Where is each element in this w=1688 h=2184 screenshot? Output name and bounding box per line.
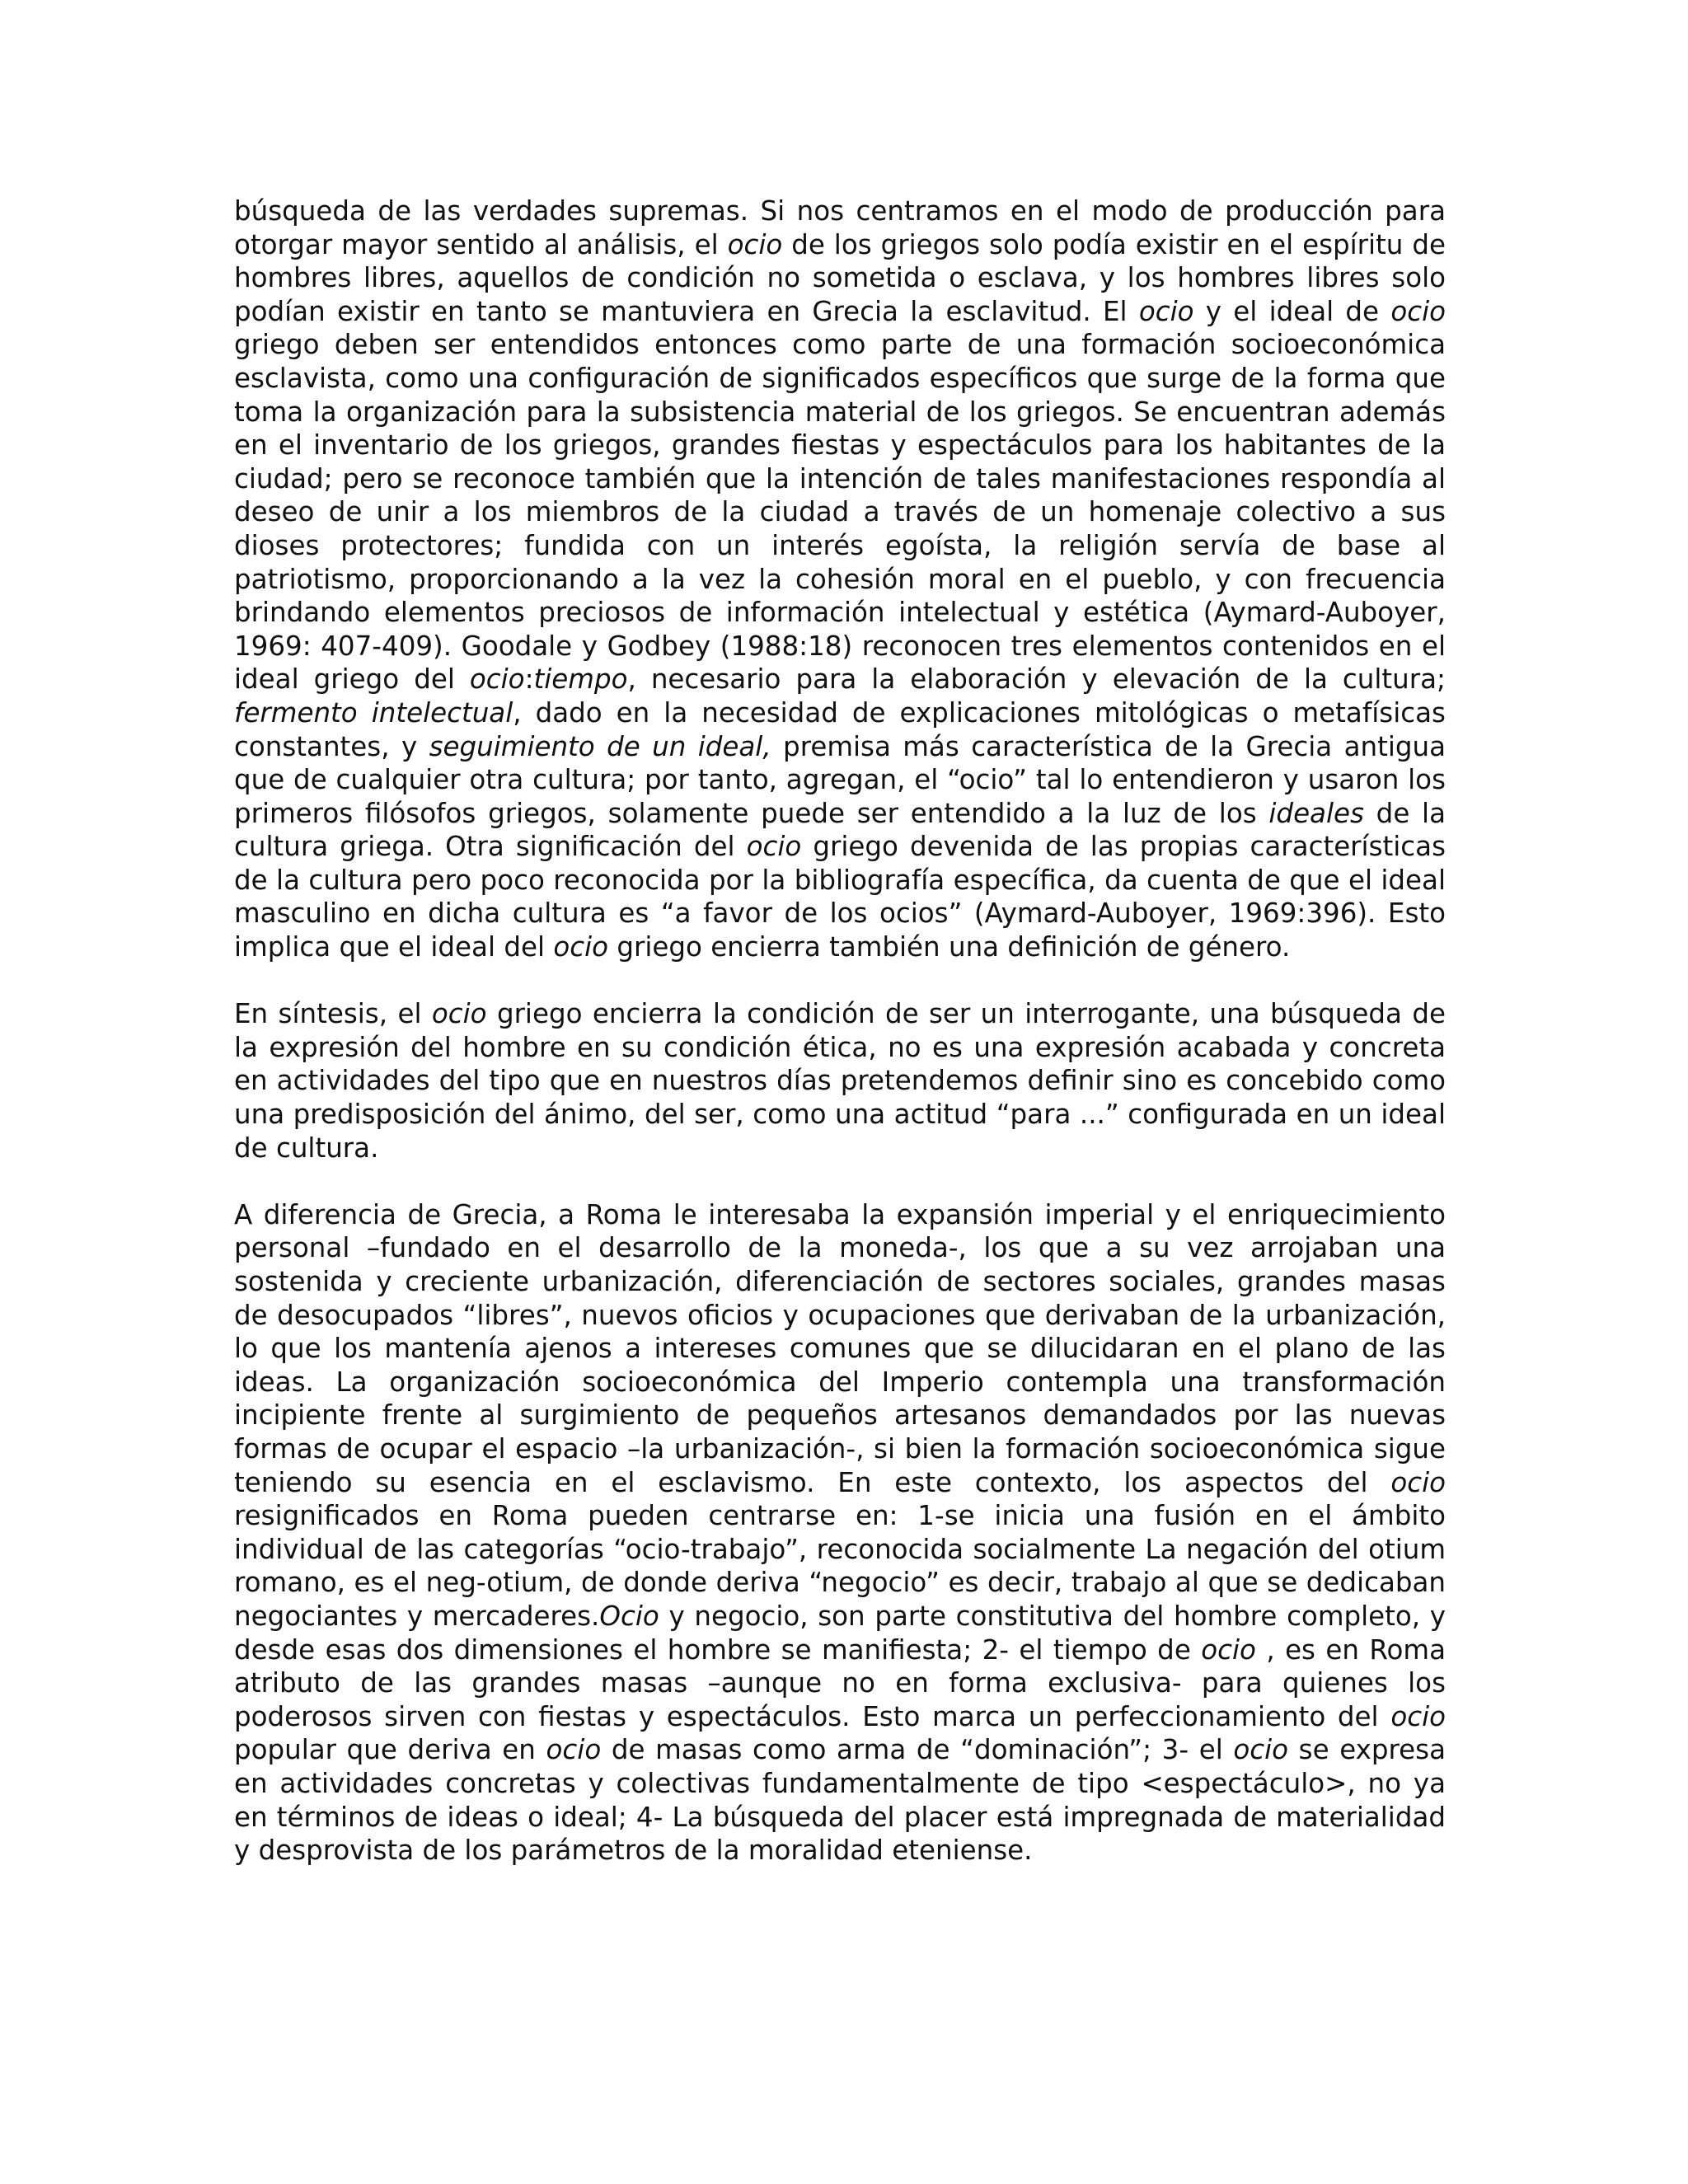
italic-term: fermento intelectual [234, 696, 513, 729]
text-run: griego encierra también una definición de género. [608, 931, 1291, 963]
paragraph-roman-leisure [234, 1198, 1446, 1868]
text-column [234, 194, 1446, 1868]
text-run: griego devenida de las propias características de la cultura pero poco reconocida por la bibliografía específica, da cuenta de que el ideal masculino en dicha cultura es “a favor de los ocios” (Aymard-Auboyer, 1969:396). Esto implica que el ideal del [234, 831, 1446, 963]
text-run: y negocio, son parte constitutiva del hombre completo, y desde esas dos dimensiones el hombre se manifiesta; 2- el tiempo de [234, 1600, 1446, 1666]
text-run: resignificados en Roma pueden centrarse en: 1-se inicia una fusión en el ámbito individual de las categorías “ocio-trabajo”, reconocida socialmente La negación del otium romano, es el neg-otium, de donde deriva “negocio” es decir, trabajo al que se dedicaban negociantes y mercaderes. [234, 1500, 1446, 1632]
text-run: se expresa en actividades concretas y colectivas fundamentalmente de tipo <espectáculo>, no ya en términos de ideas o ideal; 4- La búsqueda del placer está impregnada de materialidad y desprovista de los parámetros de la moralidad eteniense. [234, 1734, 1446, 1867]
italic-term: Ocio [599, 1600, 659, 1632]
italic-term: ocio [546, 1734, 602, 1766]
italic-term: ocio [727, 228, 783, 260]
text-run: de masas como arma de “dominación”; 3- el [601, 1734, 1234, 1766]
text-run: de los griegos solo podía existir en el espíritu de hombres libres, aquellos de condición no sometida o esclava, y los hombres libres solo podían existir en tanto se mantuviera en Grecia la esclavitud. El [234, 228, 1446, 327]
text-run: premisa más característica de la Grecia antigua que de cualquier otra cultura; por tanto, agregan, el “ocio” tal lo entendieron y usaron los primeros filósofos griegos, solamente puede ser entendido a la luz de los [234, 730, 1446, 829]
text-run: griego deben ser entendidos entonces como parte de una formación socioeconómica esclavista, como una configuración de significados específicos que surge de la forma que toma la organización para la subsistencia material de los griegos. Se encuentran además en el inventario de los griegos, grandes fiestas y espectáculos para los habitantes de la ciudad; pero se reconoce también que la intención de tales manifestaciones respondía al deseo de unir a los miembros de la ciudad a través de un homenaje colectivo a sus dioses protectores; fundida con un interés egoísta, la religión servía de base al patriotismo, proporcionando a la vez la cohesión moral en el pueblo, y con frecuencia brindando elementos preciosos de información intelectual y estética (Aymard-Auboyer, 1969: 407-409). Goodale y Godbey (1988:18) reconocen tres elementos contenidos en el ideal griego del [234, 329, 1446, 696]
text-run: y el ideal de [1193, 295, 1391, 327]
paragraph-greek-leisure [234, 194, 1446, 964]
text-run: griego encierra la condición de ser un interrogante, una búsqueda de la expresión del hombre en su condición ética, no es una expresión acabada y concreta en actividades del tipo que en nuestros días pretendemos definir sino es concebido como una predisposición del ánimo, del ser, como una actitud “para ...” configurada en un ideal de cultura. [234, 998, 1446, 1164]
italic-term: ocio [553, 931, 608, 963]
text-run: popular que deriva en [234, 1734, 546, 1766]
italic-term: seguimiento de un ideal, [429, 730, 771, 762]
text-run: de la cultura griega. Otra significación del [234, 797, 1447, 863]
italic-term: ocio [746, 831, 802, 863]
italic-term: tiempo [533, 663, 628, 696]
italic-term: ocio [1390, 1700, 1446, 1732]
text-run: En síntesis, el [234, 998, 432, 1030]
paragraph-synthesis [234, 997, 1446, 1165]
text-run: búsqueda de las verdades supremas. Si nos centramos en el modo de producción para otorgar mayor sentido al análisis, el [234, 195, 1446, 260]
italic-term: ocio [1138, 295, 1194, 327]
text-run: A diferencia de Grecia, a Roma le interesaba la expansión imperial y el enriquecimiento personal –fundado en el desarrollo de la moneda-, los que a su vez arrojaban una sostenida y creciente urbanización, diferenciación de sectores sociales, grandes masas de desocupados “libres”, nuevos oficios y ocupaciones que derivaban de la urbanización, lo que los mantenía ajenos a intereses comunes que se dilucidaran en el plano de las ideas. La organización socioeconómica del Imperio contempla una transformación incipiente frente al surgimiento de pequeños artesanos demandados por las nuevas formas de ocupar el espacio –la urbanización-, si bien la formación socioeconómica sigue teniendo su esencia en el esclavismo. En este contexto, los aspectos del [234, 1198, 1446, 1498]
italic-term: ocio [1201, 1633, 1256, 1666]
text-run: : [524, 663, 534, 696]
text-run: , dado en la necesidad de explicaciones mitológicas o metafísicas constantes, y [234, 696, 1446, 762]
italic-term: ideales [1268, 797, 1364, 829]
italic-term: ocio [1233, 1734, 1289, 1766]
text-run: , necesario para la elaboración y elevación de la cultura; [627, 663, 1446, 696]
italic-term: ocio [469, 663, 525, 696]
italic-term: ocio [1390, 1466, 1446, 1498]
italic-term: ocio [1390, 295, 1446, 327]
text-run: , es en Roma atributo de las grandes masas –aunque no en forma exclusiva- para quienes los poderosos sirven con fiestas y espectáculos. Esto marca un perfeccionamiento del [234, 1633, 1446, 1732]
italic-term: ocio [431, 998, 487, 1030]
